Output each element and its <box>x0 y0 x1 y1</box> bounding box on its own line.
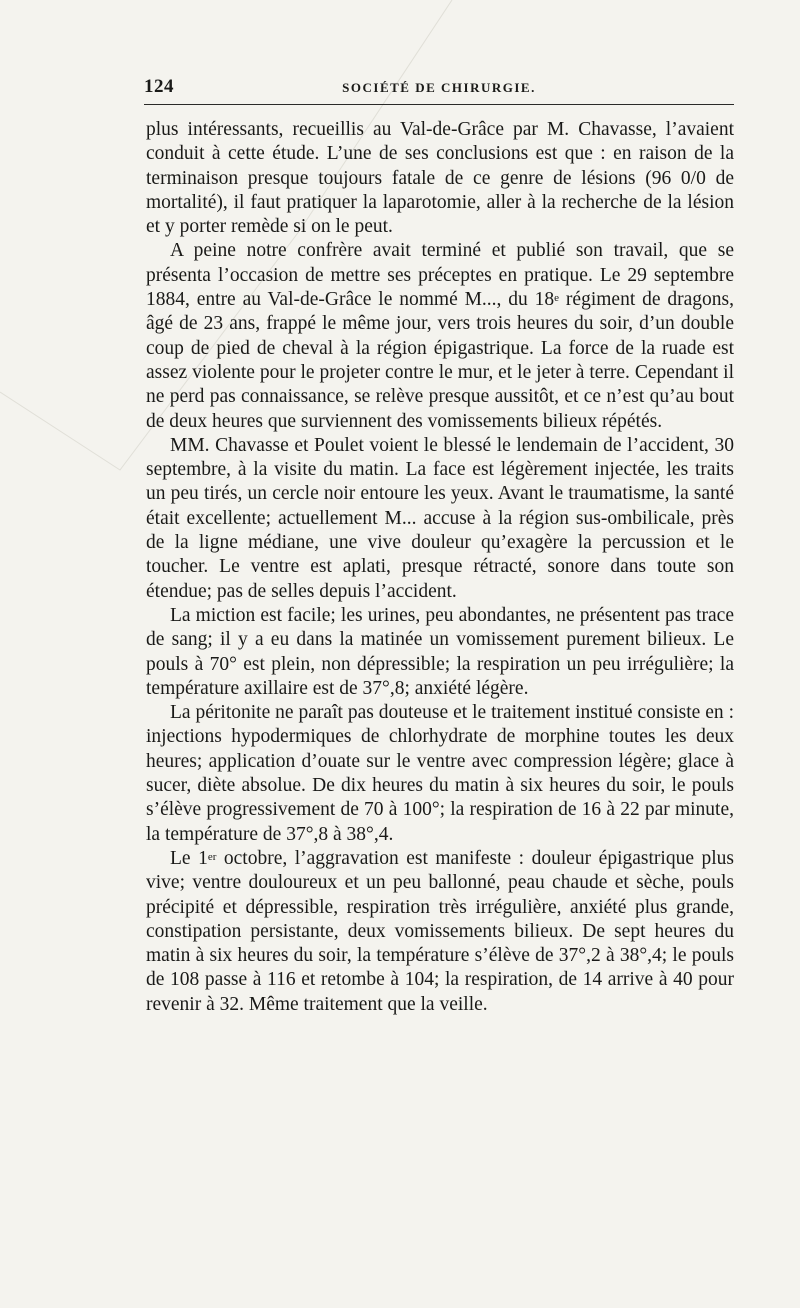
paragraph-text: régiment de dragons, âgé de 23 ans, frappé le même jour, vers trois heures du soir, d’un double coup de pied de cheval à la région épigastrique. La force de la ruade est assez violente pour le projeter contre le mur, et le jeter à terre. Cependant il ne perd pas connaissance, se relève presque aussitôt, et ce n’est qu’au bout de deux heures que surviennent des vomissements bilieux répétés. <box>146 289 734 432</box>
paragraph-treatment: La péritonite ne paraît pas douteuse et le traitement institué consiste en : injections hypodermiques de chlorhydrate de morphine toutes les deux heures; application d’ouate sur le ventre avec compression légère; glace à sucer, diète absolue. De dix heures du matin à six heures du soir, le pouls s’élève progressivement de 70 à 100°; la respiration de 16 à 22 par minute, la température de 37°,8 à 38°,4. <box>146 702 734 845</box>
paragraph-text: octobre, l’aggravation est manifeste : douleur épigastrique plus vive; ventre douloureux et un peu ballonné, peau chaude et sèche, pouls précipité et dépressible, respiration très irrégulière, anxiété plus grande, constipation persistante, deux vomissements bilieux. De sept heures du matin à six heures du soir, la température s’élève de 37°,2 à 38°,4; le pouls de 108 passe à 116 et retombe à 104; la respiration, de 14 arrive à 40 pour revenir à 32. Même traitement que la veille. <box>146 847 734 1015</box>
ordinal-superscript: e <box>554 292 560 305</box>
body-text <box>146 118 734 1017</box>
paragraph-symptoms: La miction est facile; les urines, peu abondantes, ne présentent pas trace de sang; il y a eu dans la matinée un vomissement purement bilieux. Le pouls à 70° est plein, non dépressible; la respiration un peu irrégulière; la température axillaire est de 37°,8; anxiété légère. <box>146 604 734 699</box>
header-rule <box>144 104 734 105</box>
paragraph-text: Le 1 <box>170 847 208 869</box>
ordinal-superscript: er <box>207 850 217 863</box>
paragraph-october-first <box>146 847 734 1017</box>
paragraph-continued: plus intéressants, recueillis au Val-de-Grâce par M. Chavasse, l’avaient conduit à cette étude. L’une de ses conclusions est que : en raison de la terminaison presque toujours fatale de ce genre de lésions (96 0/0 de mortalité), il faut pratiquer la laparotomie, aller à la recherche de la lésion et y porter remède si on le peut. <box>146 119 734 238</box>
paragraph-case-introduction <box>146 239 734 433</box>
page-number: 124 <box>144 76 174 97</box>
page-header <box>144 76 734 100</box>
running-title: SOCIÉTÉ DE CHIRURGIE. <box>342 80 536 95</box>
paragraph-examination: MM. Chavasse et Poulet voient le blessé le lendemain de l’accident, 30 septembre, à la visite du matin. La face est légèrement injectée, les traits un peu tirés, un cercle noir entoure les yeux. Avant le traumatisme, la santé était excellente; actuellement M... accuse à la région sus-ombilicale, près de la ligne médiane, une vive douleur qu’exagère la percussion et le toucher. Le ventre est aplati, presque rétracté, sonore dans toute son étendue; pas de selles depuis l’accident. <box>146 434 734 602</box>
paragraph-text: A peine notre confrère avait terminé et publié son travail, que se présenta l’occasion de mettre ses préceptes en pratique. Le 29 septembre 1884, entre au Val-de-Grâce le nommé M..., du 18 <box>146 240 734 311</box>
